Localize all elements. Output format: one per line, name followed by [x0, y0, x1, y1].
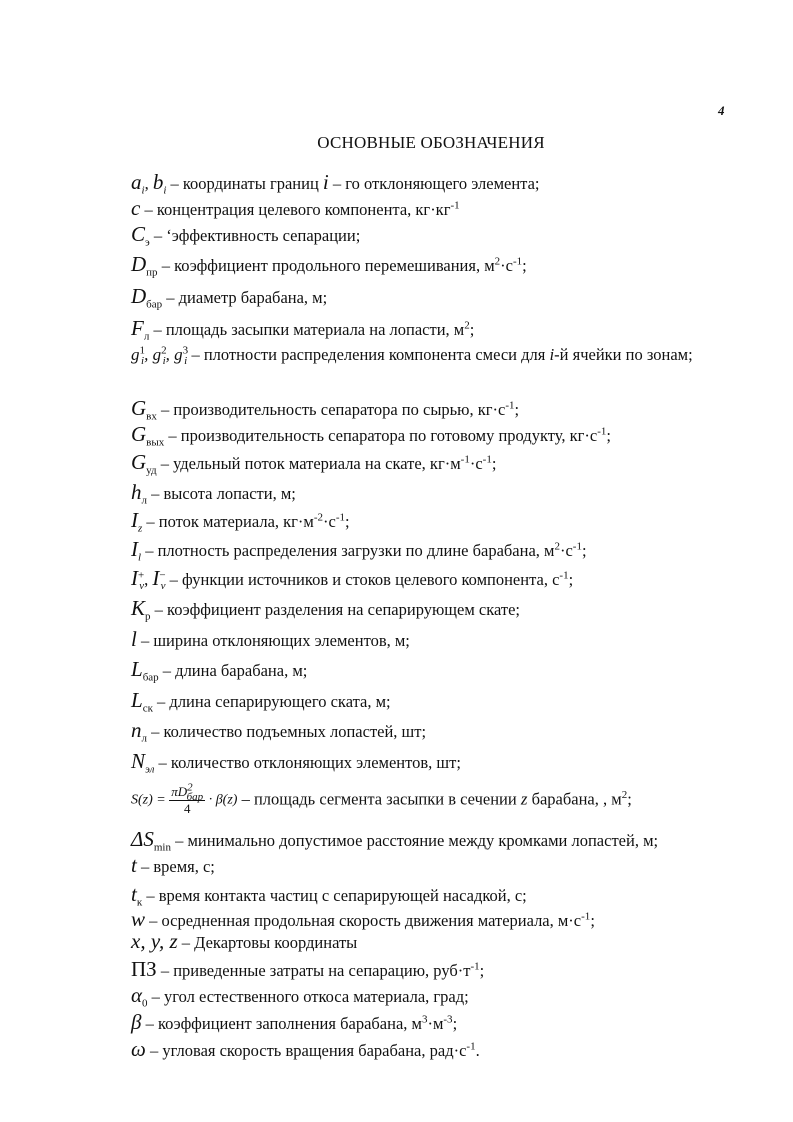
list-item: $D_{пр}$ – коэффициент продольного перемешивания, $м^2\cdot с^{-1}$;	[131, 252, 527, 279]
list-item: $g^1_i$, $g^2_i$, $g^3_i$ – плотности распределения компонента смеси для i-й ячейки по зонам;	[131, 344, 693, 368]
list-item: $G_{уд}$ – удельный поток материала на скате, $кг\cdot м^{-1}\cdot с^{-1}$;	[131, 450, 497, 477]
formula: S(z) = $\frac{\pi D^2_{бар}}{4}$ · β(z)	[131, 781, 238, 816]
list-item: $F_л$ – площадь засыпки материала на лопасти, $м^2$;	[131, 316, 475, 343]
list-item: $t_к$ – время контакта частиц с сепарирующей насадкой, с;	[131, 882, 527, 909]
list-item: $D_{бар}$ – диаметр барабана, м;	[131, 284, 328, 311]
list-item: ω – угловая скорость вращения барабана, $рад\cdot с^{-1}$.	[131, 1037, 480, 1061]
list-item: c – концентрация целевого компонента, $кг\cdot кг^{-1}$	[131, 196, 460, 220]
page-title: ОСНОВНЫЕ ОБОЗНАЧЕНИЯ	[317, 133, 545, 152]
list-item: $\Delta S_{min}$ – минимально допустимое расстояние между кромками лопастей, м;	[131, 827, 659, 854]
list-item: $n_л$ – количество подъемных лопастей, шт;	[131, 718, 427, 745]
list-item: $a_i$, $b_i$ – координаты границ i – го отклоняющего элемента;	[131, 170, 540, 197]
list-item: ПЗ – приведенные затраты на сепарацию, $руб\cdot т^{-1}$;	[131, 957, 485, 981]
list-item: $h_л$ – высота лопасти, м;	[131, 480, 296, 507]
list-item: $G_{вых}$ – производительность сепаратора по готовому продукту, $кг\cdot с^{-1}$;	[131, 422, 611, 449]
page-number: 4	[718, 103, 725, 118]
list-item: $C_э$ – ‘эффективность сепарации;	[131, 222, 361, 249]
list-item: S(z) = $\frac{\pi D^2_{бар}}{4}$ · β(z) – площадь сегмента засыпки в сечении z барабана, , $м^2$;	[131, 781, 632, 816]
list-item: $G_{вх}$ – производительность сепаратора по сырью, $кг\cdot с^{-1}$;	[131, 396, 520, 423]
list-item: $I_z$ – поток материала, $кг\cdot м^{-2}\cdot с^{-1}$;	[131, 508, 350, 535]
list-item: $N_{эл}$ – количество отклоняющих элементов, шт;	[131, 749, 461, 776]
list-item: $L_{бар}$ – длина барабана, м;	[131, 657, 308, 684]
list-item: $\alpha_0$ – угол естественного откоса материала, град;	[131, 983, 469, 1010]
list-item: t – время, с;	[131, 853, 215, 877]
list-item: $L_{ск}$ – длина сепарирующего ската, м;	[131, 688, 391, 715]
list-item: $K_р$ – коэффициент разделения на сепарирующем скате;	[131, 596, 521, 623]
list-item: w – осредненная продольная скорость движения материала, $м\cdot с^{-1}$;	[131, 907, 595, 931]
list-item: β – коэффициент заполнения барабана, $м^3\cdot м^{-3}$;	[131, 1010, 458, 1034]
list-item: l – ширина отклоняющих элементов, м;	[131, 627, 410, 651]
list-item: $I_l$ – плотность распределения загрузки по длине барабана, $м^2\cdot с^{-1}$;	[131, 537, 587, 564]
list-item: $I^+_v$, $I^-_v$ – функции источников и стоков целевого компонента, $с^{-1}$;	[131, 566, 574, 593]
list-item: x, y, z – Декартовы координаты	[131, 929, 358, 953]
